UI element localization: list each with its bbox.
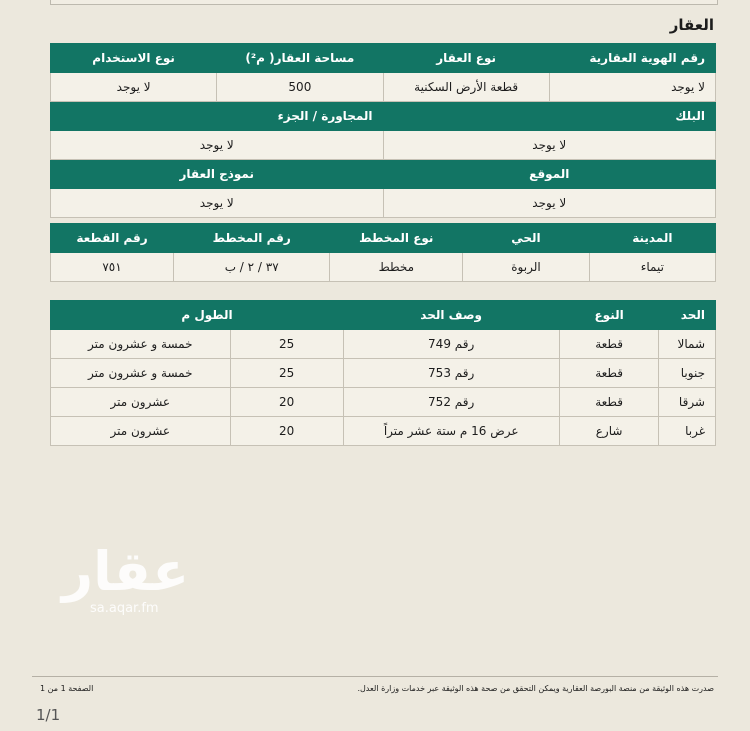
- property-id-header: رقم الهوية العقارية: [549, 44, 715, 73]
- property-model-header: نموذج العقار: [51, 160, 384, 189]
- boundary-side: شرقا: [659, 388, 716, 417]
- property-type-header: نوع العقار: [383, 44, 549, 73]
- property-type-value: قطعة الأرض السكنية: [383, 73, 549, 102]
- page-indicator: 1/1: [36, 706, 61, 724]
- location-header: الموقع: [383, 160, 716, 189]
- boundary-description: رقم 749: [343, 330, 559, 359]
- plot-number-value: ٧٥١: [51, 253, 174, 282]
- property-model-value: لا يوجد: [51, 189, 384, 218]
- boundary-type: قطعة: [559, 388, 659, 417]
- plan-type-value: مخطط: [330, 253, 463, 282]
- boundary-length-words: خمسة و عشرون متر: [51, 330, 231, 359]
- property-area-value: 500: [217, 73, 383, 102]
- boundary-length-words: عشرون متر: [51, 417, 231, 446]
- boundary-type: قطعة: [559, 359, 659, 388]
- boundary-type: شارع: [559, 417, 659, 446]
- boundaries-table: [50, 300, 716, 446]
- boundary-type: قطعة: [559, 330, 659, 359]
- page-number: الصفحة 1 من 1: [40, 684, 94, 693]
- table-row: [51, 388, 716, 417]
- city-value: تيماء: [589, 253, 715, 282]
- boundary-description: عرض 16 م ستة عشر متراً: [343, 417, 559, 446]
- neighborhood-part-header: المجاورة / الجزء: [51, 102, 384, 131]
- table-row: [51, 359, 716, 388]
- boundary-description: رقم 752: [343, 388, 559, 417]
- neighborhood-part-value: لا يوجد: [51, 131, 384, 160]
- section-title: العقار: [669, 16, 714, 34]
- watermark-logo-text: عقار: [62, 540, 190, 603]
- plot-number-header: رقم القطعة: [51, 224, 174, 253]
- boundary-length-words: خمسة و عشرون متر: [51, 359, 231, 388]
- previous-table-edge: [50, 0, 718, 5]
- footer-note: صدرت هذه الوثيقة من منصة البورصة العقارية ويمكن التحقق من صحة هذه الوثيقة عبر خدمات وزارة العدل.: [357, 684, 714, 693]
- property-table: [50, 43, 716, 218]
- boundary-length: 25: [230, 359, 343, 388]
- property-area-header: مساحة العقار( م²): [217, 44, 383, 73]
- boundary-side-header: الحد: [659, 301, 716, 330]
- usage-type-header: نوع الاستخدام: [51, 44, 217, 73]
- boundary-description-header: وصف الحد: [343, 301, 559, 330]
- boundary-type-header: النوع: [559, 301, 659, 330]
- block-header: البلك: [383, 102, 716, 131]
- boundary-side: غربا: [659, 417, 716, 446]
- block-value: لا يوجد: [383, 131, 716, 160]
- district-header: الحي: [463, 224, 589, 253]
- city-header: المدينة: [589, 224, 715, 253]
- location-value: لا يوجد: [383, 189, 716, 218]
- boundary-length: 20: [230, 417, 343, 446]
- footer-divider: [32, 676, 718, 677]
- plan-table: [50, 223, 716, 282]
- boundary-side: شمالا: [659, 330, 716, 359]
- usage-type-value: لا يوجد: [51, 73, 217, 102]
- table-row: [51, 417, 716, 446]
- boundary-side: جنوبا: [659, 359, 716, 388]
- plan-type-header: نوع المخطط: [330, 224, 463, 253]
- property-id-value: لا يوجد: [549, 73, 715, 102]
- aqar-watermark: [62, 540, 190, 616]
- plan-number-value: ٣٧ / ٢ / ب: [174, 253, 330, 282]
- boundary-length: 20: [230, 388, 343, 417]
- boundary-length-words: عشرون متر: [51, 388, 231, 417]
- district-value: الربوة: [463, 253, 589, 282]
- boundary-length: 25: [230, 330, 343, 359]
- plan-number-header: رقم المخطط: [174, 224, 330, 253]
- table-row: [51, 330, 716, 359]
- watermark-url: sa.aqar.fm: [90, 601, 159, 616]
- boundary-length-header: الطول م: [51, 301, 344, 330]
- boundary-description: رقم 753: [343, 359, 559, 388]
